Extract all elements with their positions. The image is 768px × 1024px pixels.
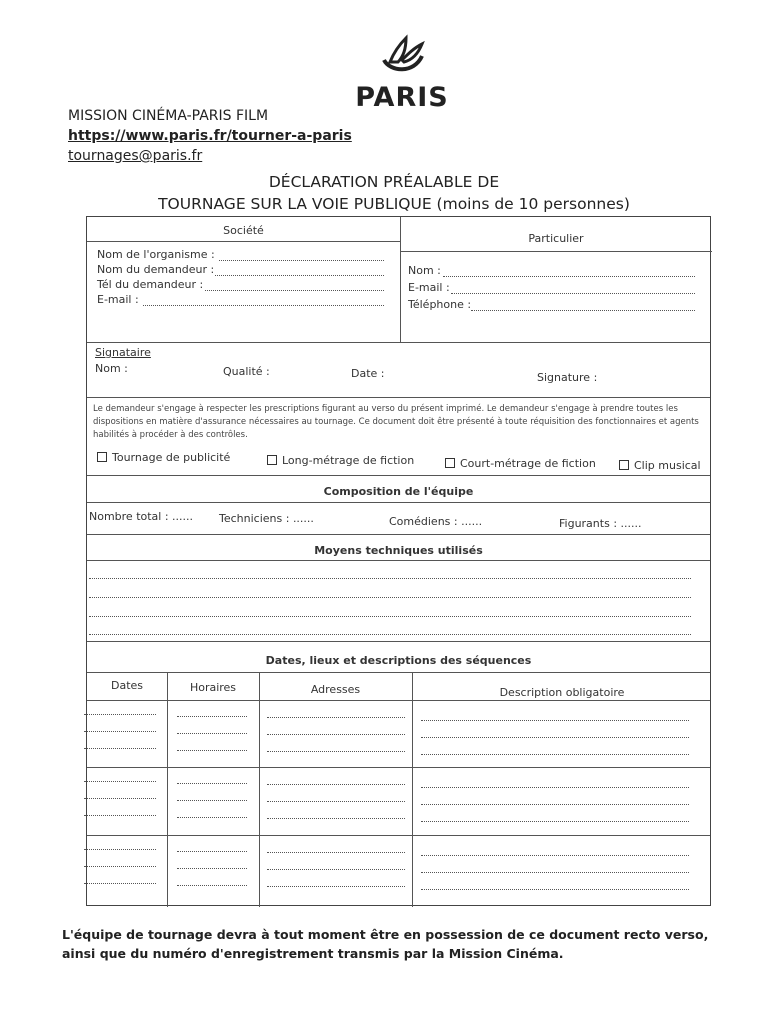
title-line-2: TOURNAGE SUR LA VOIE PUBLIQUE (moins de 10 personnes): [158, 195, 630, 213]
signataire-date: Date :: [351, 367, 385, 380]
sequences-heading: Dates, lieux et descriptions des séquences: [265, 654, 532, 667]
cell-description[interactable]: [421, 754, 689, 755]
divider: [87, 241, 400, 242]
input-particulier-email[interactable]: [451, 293, 695, 294]
paris-logo-icon: [376, 30, 428, 82]
column-horaires: Horaires: [189, 681, 237, 694]
header-block: [68, 106, 388, 166]
composition-total[interactable]: Nombre total : ......: [89, 510, 194, 523]
cell-date[interactable]: [84, 714, 156, 715]
particulier-field-telephone: Téléphone :: [408, 298, 472, 311]
logo-wordmark: PARIS: [355, 82, 449, 113]
signataire-heading: Signataire: [95, 346, 151, 359]
divider: [87, 502, 710, 503]
cell-description[interactable]: [421, 872, 689, 873]
checkbox-icon[interactable]: [445, 458, 455, 468]
type-clip-musical-label: Clip musical: [634, 459, 701, 472]
declaration-form: [86, 216, 711, 906]
type-long-metrage-label: Long-métrage de fiction: [282, 454, 415, 467]
form-title: [0, 171, 768, 215]
type-publicite-label: Tournage de publicité: [112, 451, 231, 464]
title-line-1: DÉCLARATION PRÉALABLE DE: [268, 173, 500, 191]
signataire-qualite: Qualité :: [223, 365, 270, 378]
cell-date[interactable]: [84, 781, 156, 782]
moyens-heading: Moyens techniques utilisés: [314, 544, 483, 557]
cell-adresse[interactable]: [267, 852, 405, 853]
type-court-metrage-label: Court-métrage de fiction: [460, 457, 596, 470]
moyens-line[interactable]: [89, 597, 691, 598]
email-link[interactable]: tournages@paris.fr: [68, 148, 203, 164]
cell-date[interactable]: [84, 798, 156, 799]
particulier-field-email: E-mail :: [408, 281, 450, 294]
composition-figurants[interactable]: Figurants : ......: [559, 517, 642, 530]
checkbox-icon[interactable]: [97, 452, 107, 462]
cell-description[interactable]: [421, 855, 689, 856]
cell-description[interactable]: [421, 737, 689, 738]
societe-field-tel: Tél du demandeur :: [97, 278, 204, 291]
composition-techniciens[interactable]: Techniciens : ......: [219, 512, 314, 525]
cell-horaire[interactable]: [177, 716, 247, 717]
organisation-name: MISSION CINÉMA-PARIS FILM: [68, 108, 269, 124]
cell-description[interactable]: [421, 787, 689, 788]
moyens-line[interactable]: [89, 578, 691, 579]
particulier-field-nom: Nom :: [408, 264, 441, 277]
moyens-line[interactable]: [89, 616, 691, 617]
cell-date[interactable]: [84, 866, 156, 867]
societe-field-email: E-mail :: [97, 293, 139, 306]
divider: [87, 700, 710, 701]
divider: [87, 641, 710, 642]
cell-date[interactable]: [84, 748, 156, 749]
type-long-metrage[interactable]: [267, 453, 414, 468]
divider: [400, 251, 712, 252]
column-divider: [167, 672, 168, 907]
cell-adresse[interactable]: [267, 734, 405, 735]
societe-field-demandeur: Nom du demandeur :: [97, 263, 215, 276]
type-clip-musical[interactable]: [619, 458, 701, 473]
cell-horaire[interactable]: [177, 800, 247, 801]
cell-date[interactable]: [84, 815, 156, 816]
cell-description[interactable]: [421, 720, 689, 721]
cell-adresse[interactable]: [267, 717, 405, 718]
cell-horaire[interactable]: [177, 750, 247, 751]
column-divider: [412, 672, 413, 907]
cell-date[interactable]: [84, 731, 156, 732]
input-societe-email[interactable]: [143, 305, 384, 306]
divider: [87, 560, 710, 561]
particulier-heading: Particulier: [528, 232, 584, 245]
column-description: Description obligatoire: [499, 686, 625, 699]
column-adresses: Adresses: [310, 683, 361, 696]
cell-adresse[interactable]: [267, 751, 405, 752]
cell-description[interactable]: [421, 889, 689, 890]
cell-horaire[interactable]: [177, 733, 247, 734]
checkbox-icon[interactable]: [619, 460, 629, 470]
cell-description[interactable]: [421, 821, 689, 822]
composition-comediens[interactable]: Comédiens : ......: [389, 515, 483, 528]
divider: [87, 534, 710, 535]
cell-adresse[interactable]: [267, 784, 405, 785]
column-dates: Dates: [110, 679, 144, 692]
cell-adresse[interactable]: [267, 886, 405, 887]
engagement-text: Le demandeur s'engage à respecter les prescriptions figurant au verso du présent imprimé. Le demandeur s'engage à prendre toutes les dispositions en matière d'assurance nécessaires au tournage. Ce document doit être présenté à toute réquisition des fonctionnaires et agents habilités à procéder à des contrôles.: [93, 404, 699, 440]
cell-description[interactable]: [421, 804, 689, 805]
divider: [87, 672, 710, 673]
cell-date[interactable]: [84, 883, 156, 884]
cell-horaire[interactable]: [177, 783, 247, 784]
input-particulier-nom[interactable]: [443, 276, 695, 277]
checkbox-icon[interactable]: [267, 455, 277, 465]
input-particulier-telephone[interactable]: [471, 310, 695, 311]
cell-horaire[interactable]: [177, 817, 247, 818]
cell-horaire[interactable]: [177, 868, 247, 869]
divider: [87, 475, 710, 476]
composition-heading: Composition de l'équipe: [323, 485, 474, 498]
cell-date[interactable]: [84, 849, 156, 850]
input-tel[interactable]: [205, 290, 384, 291]
input-organisme[interactable]: [219, 260, 384, 261]
societe-heading: Société: [223, 224, 264, 237]
footer-note: L'équipe de tournage devra à tout moment être en possession de ce document recto verso, ainsi que du numéro d'enregistrement transmis par la Mission Cinéma.: [62, 927, 709, 961]
cell-horaire[interactable]: [177, 885, 247, 886]
type-publicite[interactable]: [97, 450, 230, 465]
cell-adresse[interactable]: [267, 869, 405, 870]
website-link[interactable]: https://www.paris.fr/tourner-a-paris: [68, 128, 352, 144]
divider: [87, 835, 710, 836]
signataire-signature: Signature :: [537, 371, 598, 384]
input-demandeur[interactable]: [215, 275, 384, 276]
type-court-metrage[interactable]: [445, 456, 596, 471]
signataire-nom: Nom :: [95, 362, 128, 375]
divider: [87, 342, 710, 343]
divider: [87, 767, 710, 768]
cell-adresse[interactable]: [267, 818, 405, 819]
paris-logo: [352, 30, 452, 114]
moyens-line[interactable]: [89, 634, 691, 635]
societe-field-organisme: Nom de l'organisme :: [97, 248, 215, 261]
cell-horaire[interactable]: [177, 851, 247, 852]
cell-adresse[interactable]: [267, 801, 405, 802]
column-divider: [259, 672, 260, 907]
divider: [87, 397, 710, 398]
